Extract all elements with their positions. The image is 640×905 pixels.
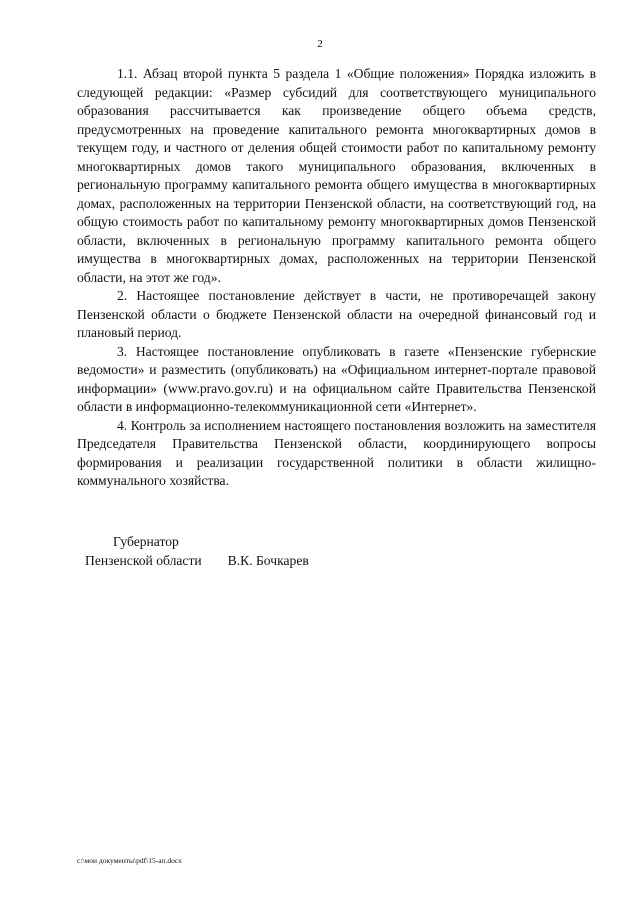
page-number: 2	[317, 38, 323, 50]
signature-block	[85, 533, 485, 570]
paragraph-1-1: 1.1. Абзац второй пункта 5 раздела 1 «Общие положения» Порядка изложить в следующей редакции: «Размер субсидий для соответствующего муниципального образования рассчитывается как произведение общего объема средств, предусмотренных на проведение капитального ремонта многоквартирных домов в текущем году, и частного от деления общей стоимости работ по капитальному ремонту многоквартирных домов такого муниципального образования, включенных в региональную программу капитального ремонта общего имущества в многоквартирных домах, расположенных на территории Пензенской области, на соответствующий год, на общую стоимость работ по капитальному ремонту многоквартирных домов Пензенской области, включенных в региональную программу капитального ремонта общего имущества в многоквартирных домах, расположенных на территории Пензенской области, на этот же год».	[77, 66, 596, 285]
signature-title-line1: Губернатор	[113, 534, 179, 549]
signature-row	[85, 552, 485, 571]
document-body	[77, 65, 596, 491]
signatory-name: В.К. Бочкарев	[227, 552, 309, 568]
footer-file-path: c:\мои документы\pdf\15-ап.docx	[77, 856, 182, 865]
paragraph-2: 2. Настоящее постановление действует в части, не противоречащей закону Пензенской области о бюджете Пензенской области на очередной финансовый год и плановый период.	[77, 288, 596, 340]
signature-title-line2: Пензенской области	[85, 552, 202, 568]
paragraph-4: 4. Контроль за исполнением настоящего постановления возложить на заместителя Председателя Правительства Пензенской области, координирующего вопросы формирования и реализации государственной политики в области жилищно-коммунального хозяйства.	[77, 417, 596, 488]
paragraph-3: 3. Настоящее постановление опубликовать в газете «Пензенские губернские ведомости» и разместить (опубликовать) на «Официальном интернет-портале правовой информации» (www.pravo.gov.ru) и на официальном сайте Правительства Пензенской области в информационно-телекоммуникационной сети «Интернет».	[77, 343, 596, 414]
